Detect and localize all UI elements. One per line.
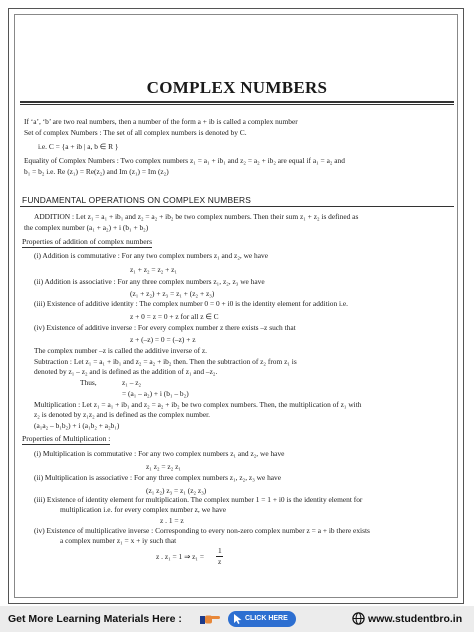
footer-cta-text: Get More Learning Materials Here : — [8, 613, 182, 625]
section-heading-operations: FUNDAMENTAL OPERATIONS ON COMPLEX NUMBERS — [22, 195, 252, 205]
section-rule — [20, 206, 454, 207]
property-text: The complex number –z is called the additive inverse of z. — [34, 346, 208, 355]
multiplication-text: Multiplication : Let z₁ = a₁ + ib₁ and z₂ = a₂ + ib₂ be two complex numbers. Then, the multiplication of z₁ with — [34, 400, 362, 409]
multiplication-text: (a₁a₂ – b₁b₂) + i (a₁b₂ + a₂b₁) — [34, 421, 120, 430]
equation: = (a₁ – a₂) + i (b₁ – b₂) — [122, 389, 189, 398]
page-title: COMPLEX NUMBERS — [146, 78, 328, 97]
addition-text: ADDITION : Let z₁ = a₁ + ib₁ and z₂ = a₂ + ib₂ be two complex numbers. Then their sum z₁ + z₂ is defined as — [34, 212, 359, 221]
click-here-button[interactable] — [228, 611, 296, 627]
equation: z₁ – z₂ — [122, 378, 142, 387]
fraction-numerator: 1 — [218, 546, 222, 555]
thus-label: Thus, — [80, 378, 97, 387]
intro-line: Equality of Complex Numbers : Two complex numbers z₁ = a₁ + ib₁ and z₂ = a₂ + ib₂ are equal if a₁ = a₂ and — [24, 156, 345, 165]
site-link[interactable]: www.studentbro.in — [368, 613, 463, 625]
addition-text: the complex number (a₁ + a₂) + i (b₁ + b₂) — [24, 223, 149, 232]
multiplication-text: z₂ is denoted by z₁z₂ and is defined as the complex number. — [34, 410, 211, 419]
property-text: multiplication i.e. for every complex number z, we have — [60, 505, 227, 514]
property-text: a complex number z₁ = x + iy such that — [60, 536, 177, 545]
subtraction-text: denoted by z₁ – z₂ and is defined as the addition of z₁ and –z₂. — [34, 367, 218, 376]
equation: (z₁ z₂) z₃ = z₁ (z₂ z₃) — [146, 486, 207, 495]
intro-line: i.e. C = {a + ib | a, b ∈ R } — [38, 142, 119, 151]
title-rule-bottom — [20, 104, 454, 105]
equation: z . z₁ = 1 ⇒ z₁ = — [156, 552, 204, 561]
equation: z + 0 = z = 0 + z for all z ∈ C — [130, 312, 219, 321]
globe-icon — [352, 612, 365, 625]
property-text: (ii) Addition is associative : For any three complex numbers z₁, z₂, z₃ we have — [34, 277, 265, 286]
property-text: (ii) Multiplication is associative : For any three complex numbers z₁, z₂, z₃ we have — [34, 473, 282, 482]
equation: z₁ z₂ = z₂ z₁ — [146, 462, 181, 471]
property-text: (iii) Existence of additive identity : The complex number 0 = 0 + i0 is the identity element for addition i.e. — [34, 299, 349, 308]
property-text: (iv) Existence of additive inverse : For every complex number z there exists –z such that — [34, 323, 296, 332]
title-rule-top — [20, 101, 454, 103]
equation: z₁ + z₂ = z₂ + z₁ — [130, 265, 178, 274]
property-text: (i) Multiplication is commutative : For any two complex numbers z₁ and z₂, we have — [34, 449, 285, 458]
property-text: (iii) Existence of identity element for multiplication. The complex number 1 = 1 + i0 is the identity element for — [34, 495, 363, 504]
equation: (z₁ + z₂) + z₃ = z₁ + (z₂ + z₃) — [130, 289, 215, 298]
intro-line: Set of complex Numbers : The set of all complex numbers is denoted by C. — [24, 128, 247, 137]
subtraction-text: Subtraction : Let z₁ = a₁ + ib₁ and z₂ = a₂ + ib₂ then. Then the subtraction of z₂ from z₁ is — [34, 357, 297, 366]
subheading-addition-properties: Properties of addition of complex numbers — [22, 237, 153, 246]
intro-line: b₁ = b₂ i.e. Re (z₁) = Re(z₂) and Im (z₁) = Im (z₂) — [24, 167, 169, 176]
cursor-icon — [233, 614, 242, 624]
intro-line: If ‘a’, ‘b’ are two real numbers, then a number of the form a + ib is called a complex number — [24, 117, 298, 126]
equation: z . 1 = z — [160, 516, 184, 525]
pointing-hand-icon — [200, 612, 220, 625]
click-here-label: CLICK HERE — [245, 615, 288, 622]
fraction-denominator: z — [218, 557, 222, 566]
footer-banner — [0, 606, 474, 632]
equation: z + (–z) = 0 = (–z) + z — [130, 335, 196, 344]
property-text: (i) Addition is commutative : For any two complex numbers z₁ and z₂, we have — [34, 251, 269, 260]
subheading-multiplication-properties: Properties of Multiplication : — [22, 434, 111, 443]
property-text: (iv) Existence of multiplicative inverse : Corresponding to every non-zero complex number z = a + ib there exists — [34, 526, 370, 535]
